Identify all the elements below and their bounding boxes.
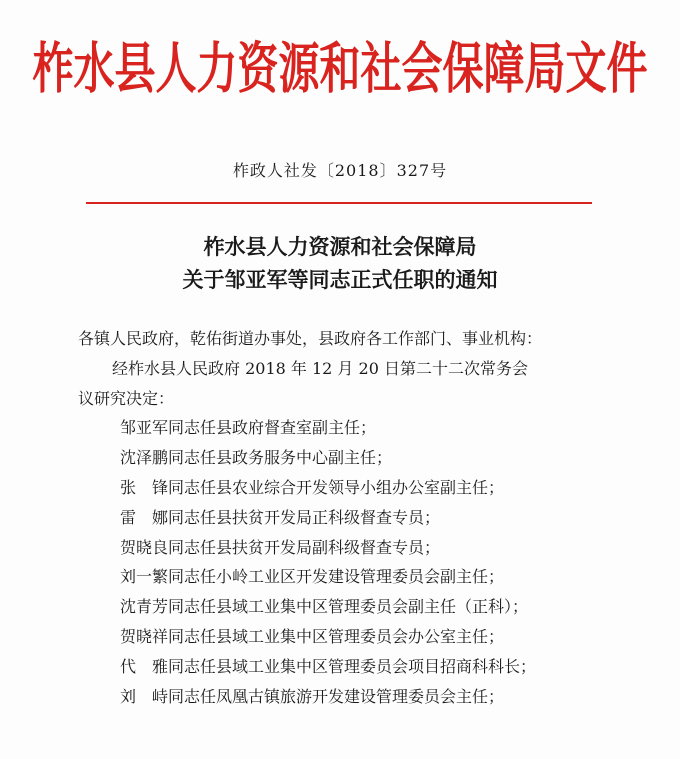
intro-line-1: 经柞水县人民政府 2018 年 12 月 20 日第二十二次常务会 — [112, 358, 528, 378]
appointment-item: 刘 峙同志任凤凰古镇旅游开发建设管理委员会主任； — [120, 686, 505, 706]
appointment-item: 贺晓良同志任县扶贫开发局副科级督查专员； — [120, 537, 441, 557]
document-number: 柞政人社发〔2018〕327号 — [232, 161, 448, 180]
title-line-1: 柞水县人力资源和社会保障局 — [203, 234, 477, 259]
appointment-item: 刘一繁同志任小岭工业区开发建设管理委员会副主任； — [120, 567, 505, 587]
appointment-item: 雷 娜同志任县扶贫开发局正科级督查专员； — [120, 507, 441, 527]
red-masthead: 柞水县人力资源和社会保障局文件 — [32, 36, 648, 101]
intro-line-2: 议研究决定： — [78, 388, 175, 408]
appointment-item: 张 锋同志任县农业综合开发领导小组办公室副主任； — [120, 477, 505, 497]
appointment-item: 沈青芳同志任县域工业集中区管理委员会副主任（正科）； — [120, 597, 529, 617]
appointment-item: 邹亚军同志任县政府督查室副主任； — [120, 418, 377, 438]
red-divider-line — [86, 202, 592, 204]
title-line-2: 关于邹亚军等同志正式任职的通知 — [182, 267, 498, 292]
salutation: 各镇人民政府，乾佑街道办事处，县政府各工作部门、事业机构： — [78, 329, 543, 348]
notice-title — [0, 230, 680, 296]
appointment-item: 代 雅同志任县域工业集中区管理委员会项目招商科科长； — [120, 656, 537, 676]
appointment-item: 贺晓祥同志任县域工业集中区管理委员会办公室主任； — [120, 626, 505, 646]
notice-body — [78, 324, 608, 711]
appointment-item: 沈泽鹏同志任县政务服务中心副主任； — [120, 448, 393, 468]
